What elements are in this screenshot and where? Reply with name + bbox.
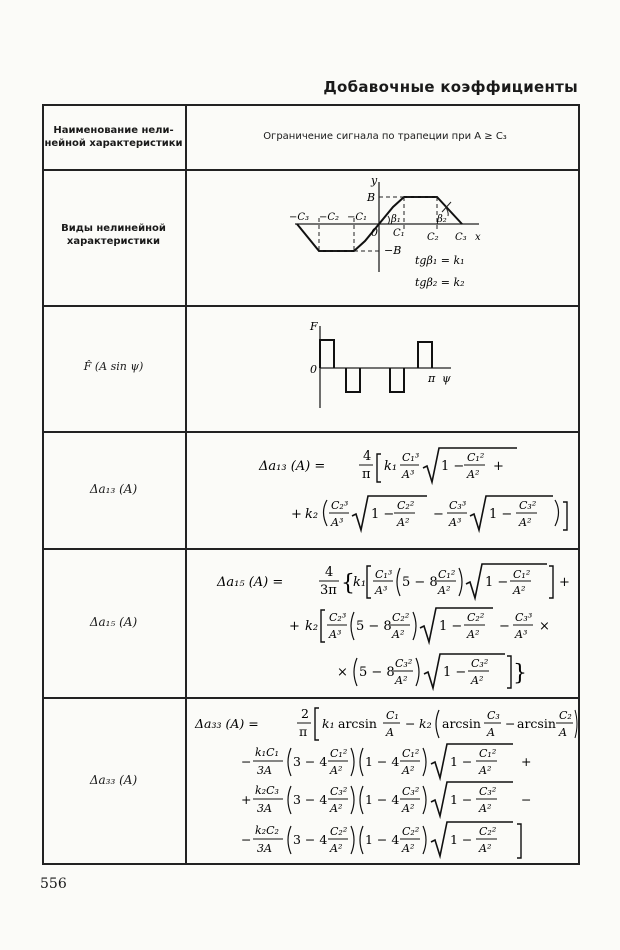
svg-text:C₁²: C₁²	[467, 451, 485, 464]
a33-arcsin-2: arcsin	[442, 716, 481, 731]
row-label-characteristic	[42, 222, 185, 248]
svg-text:A³: A³	[375, 584, 388, 597]
svg-text:+: +	[493, 459, 504, 474]
svg-text:C₃²: C₃²	[519, 499, 537, 512]
svg-text:3A: 3A	[257, 802, 272, 815]
a13-k2: k₂	[305, 507, 319, 522]
svg-text:C₃²: C₃²	[395, 657, 413, 670]
svg-text:A²: A²	[395, 674, 408, 687]
table-rule	[42, 863, 580, 865]
svg-text:A²: A²	[397, 516, 410, 529]
origin-label: 0	[371, 226, 378, 239]
svg-text:3 − 4: 3 − 4	[293, 832, 328, 847]
svg-text:C₃²: C₃²	[402, 785, 420, 798]
svg-text:−: −	[405, 716, 416, 731]
svg-text:C₁: C₁	[386, 709, 399, 722]
a13-k1: k₁	[384, 459, 398, 474]
svg-text:C₃²: C₃²	[479, 785, 497, 798]
header-col2: Ограничение сигнала по трапеции при A ≥ C₃	[263, 131, 507, 142]
a15-k2: k₂	[305, 619, 319, 634]
svg-text:A²: A²	[471, 674, 484, 687]
svg-text:A: A	[386, 726, 394, 739]
svg-text:C₂³: C₂³	[331, 499, 349, 512]
svg-text:A³: A³	[329, 628, 342, 641]
svg-text:C₂²: C₂²	[467, 611, 485, 624]
row-label-line2: характеристики	[66, 236, 161, 247]
tick-c1: C₁	[393, 228, 405, 239]
row-label-a15: Δa₁₅ (A)	[89, 615, 138, 629]
svg-text:C₂²: C₂²	[330, 825, 348, 838]
table-rule	[42, 697, 580, 699]
a15-k1: k₁	[353, 575, 367, 590]
pulse-origin-label: 0	[310, 363, 317, 376]
row-label-a13: Δa₁₃ (A)	[89, 482, 138, 496]
svg-text:A²: A²	[402, 802, 415, 815]
coefficient-table	[42, 104, 580, 865]
svg-text:5 − 8: 5 − 8	[402, 575, 438, 590]
header-col1	[42, 124, 185, 150]
svg-text:C₂³: C₂³	[329, 611, 347, 624]
svg-text:−: −	[521, 792, 532, 807]
svg-text:1 − 4: 1 − 4	[365, 832, 400, 847]
x-axis-label: x	[475, 232, 481, 243]
svg-text:−: −	[433, 507, 444, 522]
svg-text:C₃³: C₃³	[449, 499, 467, 512]
svg-text:C₁²: C₁²	[330, 747, 348, 760]
svg-text:C₃²: C₃²	[330, 785, 348, 798]
a33-coef-den: π	[299, 724, 308, 739]
svg-text:1 −: 1 −	[450, 792, 473, 807]
svg-text:}: }	[513, 661, 527, 686]
svg-text:−: −	[241, 832, 252, 847]
beta1-label: β₁	[391, 214, 401, 225]
a13-coef-num: 4	[363, 449, 372, 464]
a15-lhs: Δa₁₅ (A) =	[217, 575, 284, 590]
tick-c2: C₂	[427, 232, 439, 243]
svg-text:A²: A²	[402, 764, 415, 777]
a13-lhs: Δa₁₃ (A) =	[259, 459, 326, 474]
svg-text:C₁²: C₁²	[438, 568, 456, 581]
table-rule	[42, 548, 580, 550]
svg-text:A³: A³	[515, 628, 528, 641]
level-b-label: B	[367, 191, 376, 204]
svg-text:C₁³: C₁³	[402, 451, 420, 464]
svg-text:C₂²: C₂²	[402, 825, 420, 838]
svg-text:1 −: 1 −	[441, 459, 465, 474]
svg-text:5 − 8: 5 − 8	[359, 665, 395, 680]
formula-a33	[187, 704, 580, 860]
svg-text:A²: A²	[402, 842, 415, 855]
svg-text:−: −	[241, 754, 252, 769]
a15-coef-den: 3π	[320, 583, 337, 598]
a33-k1: k₁	[322, 716, 335, 731]
svg-text:A²: A²	[513, 584, 526, 597]
formula-a13	[187, 440, 580, 544]
svg-text:1 − 4: 1 − 4	[365, 792, 400, 807]
svg-text:1 −: 1 −	[443, 665, 467, 680]
svg-text:C₁²: C₁²	[402, 747, 420, 760]
svg-text:k₂C₃: k₂C₃	[255, 784, 279, 797]
header-col1-line1: Наименование нели-	[53, 125, 174, 136]
svg-text:A²: A²	[330, 764, 343, 777]
svg-text:×: ×	[539, 619, 550, 634]
a33-coef-num: 2	[301, 706, 309, 721]
svg-text:1 −: 1 −	[450, 754, 473, 769]
svg-text:1 −: 1 −	[485, 575, 509, 590]
svg-text:A³: A³	[402, 468, 415, 481]
svg-text:A²: A²	[479, 842, 492, 855]
svg-text:3 − 4: 3 − 4	[293, 754, 328, 769]
svg-text:A²: A²	[467, 628, 480, 641]
characteristic-figure	[287, 172, 497, 306]
svg-text:C₂: C₂	[559, 709, 572, 722]
svg-text:C₂²: C₂²	[479, 825, 497, 838]
a33-lhs: Δa₃₃ (A) =	[195, 716, 259, 731]
svg-text:A²: A²	[479, 764, 492, 777]
psi-label: ψ	[442, 372, 451, 385]
formula-a15	[187, 558, 580, 692]
svg-text:×: ×	[337, 665, 348, 680]
svg-text:A²: A²	[479, 802, 492, 815]
page-title: Добавочные коэффициенты	[323, 78, 578, 96]
row-label-a33: Δa₃₃ (A)	[89, 773, 138, 787]
svg-text:A²: A²	[392, 628, 405, 641]
svg-text:+: +	[521, 754, 532, 769]
tick-neg-c2: −C₂	[319, 212, 340, 223]
svg-text:1 −: 1 −	[489, 507, 513, 522]
tick-neg-c3: −C₃	[289, 212, 310, 223]
a15-coef-num: 4	[325, 565, 334, 580]
svg-text:3A: 3A	[257, 842, 272, 855]
pi-label: π	[428, 372, 436, 385]
svg-text:{: {	[341, 571, 355, 596]
svg-text:1 −: 1 −	[371, 507, 395, 522]
table-rule	[42, 431, 580, 433]
row-label-line1: Виды нелинейной	[61, 223, 166, 234]
svg-text:C₂²: C₂²	[392, 611, 410, 624]
note-tg-beta1: tgβ₁ = k₁	[415, 254, 465, 267]
svg-text:3 − 4: 3 − 4	[293, 792, 328, 807]
svg-text:1 − 4: 1 − 4	[365, 754, 400, 769]
svg-text:A²: A²	[519, 516, 532, 529]
svg-text:+: +	[559, 575, 570, 590]
svg-text:1 −: 1 −	[450, 832, 473, 847]
svg-text:A: A	[559, 726, 567, 739]
svg-text:C₁²: C₁²	[513, 568, 531, 581]
svg-text:C₂²: C₂²	[397, 499, 415, 512]
svg-text:+: +	[241, 792, 252, 807]
pulse-figure	[308, 316, 468, 430]
svg-text:A²: A²	[330, 802, 343, 815]
a33-arcsin-1: arcsin	[338, 716, 377, 731]
y-axis-label: y	[371, 174, 378, 187]
svg-text:C₃³: C₃³	[515, 611, 533, 624]
tick-neg-c1: −C₁	[347, 212, 368, 223]
svg-text:C₁²: C₁²	[479, 747, 497, 760]
a33-k2: k₂	[419, 716, 432, 731]
beta2-label: β₂	[437, 214, 447, 225]
svg-text:5 − 8: 5 − 8	[356, 619, 392, 634]
tick-c3: C₃	[455, 232, 467, 243]
level-neg-b-label: −B	[384, 244, 402, 257]
note-tg-beta2: tgβ₂ = k₂	[415, 276, 465, 289]
svg-text:+: +	[289, 619, 300, 634]
header-col1-line2: нейной характеристики	[44, 138, 183, 149]
svg-text:A³: A³	[331, 516, 344, 529]
a33-arcsin-3: arcsin	[517, 716, 556, 731]
table-rule	[42, 169, 580, 171]
svg-text:C₁³: C₁³	[375, 568, 393, 581]
svg-text:k₁C₁: k₁C₁	[255, 746, 279, 759]
svg-text:−: −	[499, 619, 510, 634]
svg-text:k₂C₂: k₂C₂	[255, 824, 279, 837]
table-rule	[42, 104, 580, 106]
svg-text:A³: A³	[449, 516, 462, 529]
svg-text:A: A	[487, 726, 495, 739]
svg-text:C₃: C₃	[487, 709, 500, 722]
svg-text:3A: 3A	[257, 764, 272, 777]
svg-text:C₃²: C₃²	[471, 657, 489, 670]
a13-coef-den: π	[362, 467, 371, 482]
svg-text:1 −: 1 −	[439, 619, 463, 634]
svg-text:−: −	[505, 716, 516, 731]
svg-text:A²: A²	[467, 468, 480, 481]
svg-text:A²: A²	[330, 842, 343, 855]
page-number: 556	[40, 876, 67, 892]
row-label-f: F̂ (A sin ψ)	[83, 360, 144, 373]
f-axis-label: F	[310, 320, 318, 333]
svg-text:A²: A²	[438, 584, 451, 597]
svg-text:+: +	[291, 507, 302, 522]
